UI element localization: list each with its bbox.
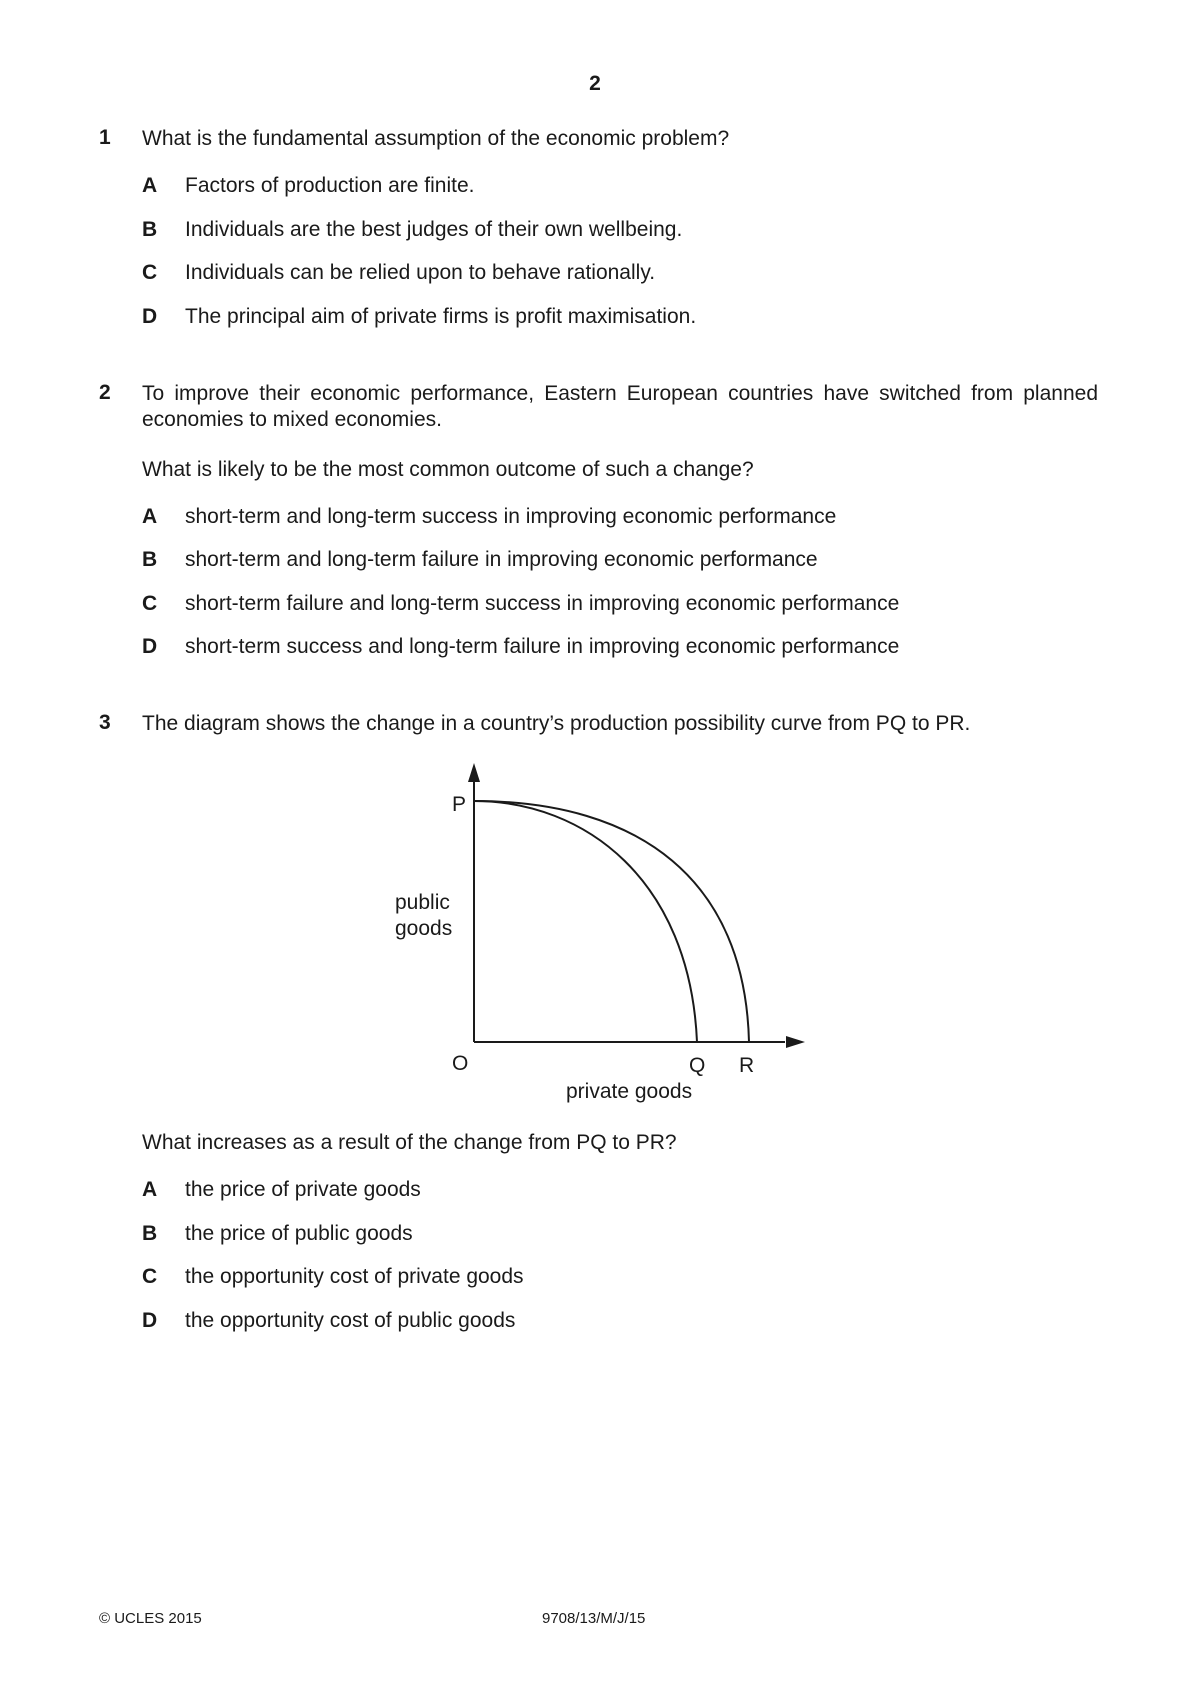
option-letter: C — [142, 592, 158, 615]
curve-pr — [474, 801, 749, 1042]
option-letter: A — [142, 174, 158, 197]
option-letter: C — [142, 1265, 158, 1288]
option-text: the price of public goods — [185, 1222, 413, 1245]
y-axis-arrowhead — [468, 763, 480, 782]
option-letter: B — [142, 218, 158, 241]
option-letter: D — [142, 635, 158, 658]
option-text: the opportunity cost of public goods — [185, 1309, 516, 1332]
question-number: 3 — [99, 711, 111, 734]
question-stem: To improve their economic performance, Eastern European countries have switched from planned economies to mixed economies. — [142, 382, 1098, 431]
question-number: 2 — [99, 381, 111, 404]
option-letter: D — [142, 1309, 158, 1332]
footer-copyright: © UCLES 2015 — [99, 1610, 202, 1627]
label-q: Q — [689, 1054, 706, 1077]
option-letter: A — [142, 1178, 158, 1201]
x-axis-label: private goods — [566, 1080, 693, 1103]
y-axis-label-line1: public — [395, 891, 450, 914]
page-number: 2 — [589, 72, 601, 95]
question-stem: What is the fundamental assumption of the economic problem? — [142, 127, 730, 150]
label-r: R — [739, 1054, 755, 1077]
question-number: 1 — [99, 126, 111, 149]
curve-pq — [474, 801, 697, 1042]
option-letter: A — [142, 505, 158, 528]
option-text: Factors of production are finite. — [185, 174, 475, 197]
option-text: short-term failure and long-term success in improving economic performance — [185, 592, 900, 615]
footer-code: 9708/13/M/J/15 — [542, 1610, 646, 1627]
option-text: The principal aim of private firms is profit maximisation. — [185, 305, 697, 328]
option-letter: B — [142, 548, 158, 571]
label-origin: O — [452, 1052, 469, 1075]
y-axis-label-line2: goods — [395, 917, 453, 940]
option-letter: B — [142, 1222, 158, 1245]
option-text: Individuals are the best judges of their own wellbeing. — [185, 218, 683, 241]
option-text: the opportunity cost of private goods — [185, 1265, 524, 1288]
option-text: Individuals can be relied upon to behave rationally. — [185, 261, 656, 284]
option-text: short-term and long-term success in improving economic performance — [185, 505, 837, 528]
option-text: short-term success and long-term failure in improving economic performance — [185, 635, 900, 658]
question-stem: The diagram shows the change in a country’s production possibility curve from PQ to PR. — [142, 712, 971, 735]
option-text: the price of private goods — [185, 1178, 421, 1201]
label-p: P — [452, 793, 467, 816]
x-axis-arrowhead — [786, 1036, 805, 1048]
question-prompt: What increases as a result of the change from PQ to PR? — [142, 1131, 677, 1154]
option-text: short-term and long-term failure in improving economic performance — [185, 548, 818, 571]
option-letter: D — [142, 305, 158, 328]
question-prompt: What is likely to be the most common outcome of such a change? — [142, 458, 754, 481]
option-letter: C — [142, 261, 158, 284]
